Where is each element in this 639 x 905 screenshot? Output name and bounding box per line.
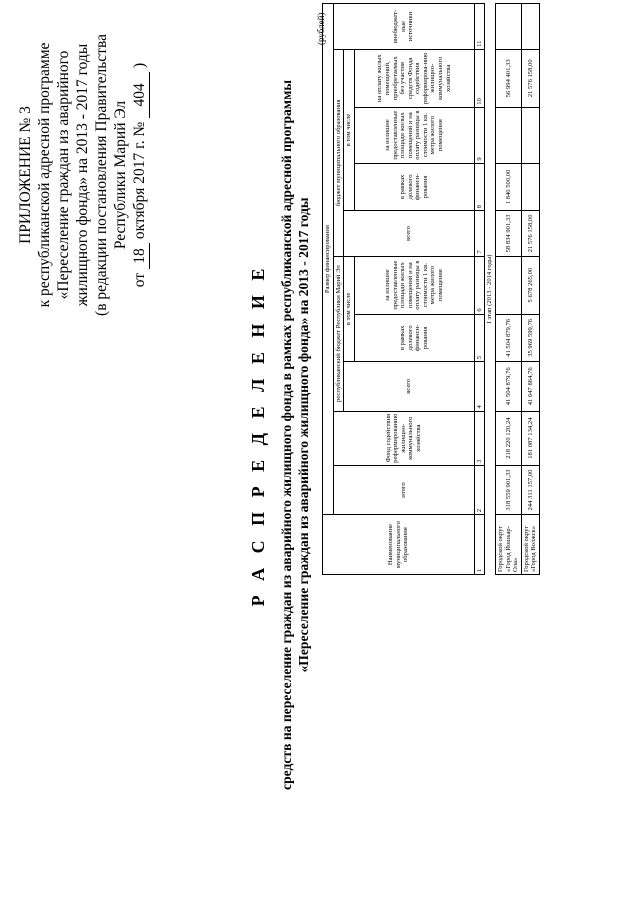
date-prefix: от: [131, 272, 148, 288]
header-extra: внебюджет-ные источники: [333, 4, 474, 50]
cell-rep-all: 41 504 879,76: [495, 362, 521, 411]
header-mun-excess: за излишне предоставленные площади жилых помещений и на оплату разницы в стоимости 1 кв. метра жилого помещения: [354, 107, 474, 163]
subtitle-line: «Переселение граждан из аварийного жилищного фонда» на 2013 - 2017 годы: [296, 197, 311, 673]
cell-rep-excess: 5 678 265,00: [521, 256, 539, 314]
appendix-number: ПРИЛОЖЕНИЕ № 3: [17, 106, 34, 244]
cell-mun-excess: [521, 107, 539, 163]
row-municipality: Городской округ «Город Волжск»: [521, 515, 539, 575]
appendix-header: [16, 25, 150, 325]
appendix-line: (в редакции постановления Правительства: [93, 34, 110, 316]
cell-fund: 218 220 120,24: [495, 411, 521, 465]
document-subtitle: [278, 45, 312, 825]
document-title: Р А С П Р Е Д Е Л Е Н И Е: [248, 263, 268, 607]
appendix-line: жилищного фонда» на 2013 - 2017 годы: [74, 43, 91, 307]
header-mun-all: всего: [344, 211, 475, 256]
month-year: октября 2017 г. №: [131, 121, 148, 240]
column-number: 6: [474, 256, 485, 314]
distribution-table: [322, 3, 540, 575]
column-number: 1: [474, 515, 485, 575]
appendix-line: «Переселение граждан из аварийного: [55, 50, 72, 300]
header-fund: Фонд содействия реформированию жилищно-коммунального хозяйства: [333, 411, 474, 465]
header-rep-shared: в рамках долевого финанси-рования: [354, 314, 474, 362]
column-number: 4: [474, 362, 485, 411]
cell-mun-excess: [495, 107, 521, 163]
column-number: 2: [474, 465, 485, 514]
header-mun-budget: бюджет муниципального образования: [333, 49, 344, 256]
column-number: 3: [474, 411, 485, 465]
cell-mun-shared: 1 840 500,00: [495, 163, 521, 211]
column-number-row: [474, 4, 485, 575]
header-rep-budget: республиканский бюджет Республики Марий Эл: [333, 256, 344, 411]
header-rep-all: всего: [344, 362, 475, 411]
cell-extra: [521, 4, 539, 50]
table-row: [521, 4, 539, 575]
column-number: 9: [474, 107, 485, 163]
row-municipality: Городской округ «Город Йошкар-Ола»: [495, 515, 521, 575]
cell-rep-shared: 41 504 879,76: [495, 314, 521, 362]
appendix-line: Республики Марий Эл: [112, 100, 129, 250]
header-municipality: Наименование муниципального образования: [323, 515, 475, 575]
cell-mun-shared: [521, 163, 539, 211]
day-field: 18: [130, 243, 150, 269]
column-number: 5: [474, 314, 485, 362]
cell-extra: [495, 4, 521, 50]
cell-rep-shared: 35 969 599,76: [521, 314, 539, 362]
close-paren: ): [131, 62, 148, 68]
cell-mun-purchase: 56 994 401,33: [495, 49, 521, 107]
cell-total: 318 559 901,33: [495, 465, 521, 514]
cell-rep-excess: [495, 256, 521, 314]
header-row: [323, 4, 334, 575]
cell-fund: 181 087 134,24: [521, 411, 539, 465]
cell-mun-all: 58 834 901,33: [495, 211, 521, 256]
header-row: [333, 4, 344, 575]
column-number: 7: [474, 211, 485, 256]
unit-label: (рублей): [316, 12, 326, 45]
table-row: [495, 4, 521, 575]
phase-row: [485, 4, 496, 575]
appendix-line: к республиканской адресной программе: [36, 42, 53, 308]
header-rep-excess: за излишне предоставленные площади жилых помещений и на оплату разницы в стоимости 1 кв. метра жилого помещения: [354, 256, 474, 314]
header-rep-incl: в том числе: [344, 256, 355, 361]
header-mun-shared: в рамках долевого финанси-рования: [354, 163, 474, 211]
column-number: 10: [474, 49, 485, 107]
phase-label: I этап (2013 - 2014 годы): [486, 254, 494, 324]
header-mun-purchase: на оплату жилых помещений, приобретаемых без участия средств Фонда содействия реформирова-нию жилищно-коммунального хозяйства: [354, 49, 474, 107]
header-mun-incl: в том числе: [344, 49, 355, 210]
appendix-date-line: [130, 25, 150, 325]
number-field: 404: [130, 72, 150, 118]
cell-mun-all: 21 576 158,00: [521, 211, 539, 256]
header-funding-size: Размер финансирования: [323, 4, 334, 515]
cell-total: 244 311 157,00: [521, 465, 539, 514]
header-total: итого: [333, 465, 474, 514]
column-number: 8: [474, 163, 485, 211]
column-number: 11: [474, 4, 485, 50]
cell-mun-purchase: 21 576 158,00: [521, 49, 539, 107]
cell-rep-all: 41 647 864,76: [521, 362, 539, 411]
subtitle-line: средств на переселение граждан из аварийного жилищного фонда в рамках республиканской адресной программы: [279, 80, 294, 790]
